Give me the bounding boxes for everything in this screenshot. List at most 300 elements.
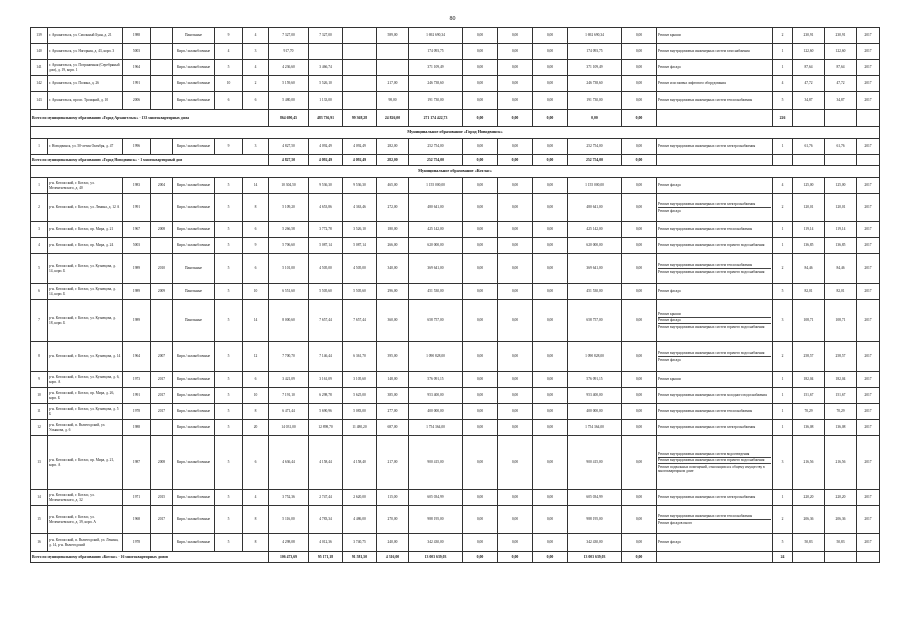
work-type: Ремонт фасадов пного bbox=[658, 520, 693, 525]
table-cell: 1 155 000,00 bbox=[409, 178, 463, 194]
table-cell: 1 bbox=[773, 238, 793, 254]
works-cell bbox=[657, 222, 773, 238]
table-cell: 687,00 bbox=[377, 420, 409, 436]
table-cell bbox=[151, 238, 173, 254]
table-cell: 5 bbox=[773, 284, 793, 300]
total-cell: 4 092,49 bbox=[309, 155, 343, 166]
table-cell: 0,00 bbox=[463, 490, 498, 506]
table-cell: 2017 bbox=[857, 420, 880, 436]
table-cell: 277,00 bbox=[377, 404, 409, 420]
table-cell: 6 bbox=[215, 92, 243, 110]
table-cell: 0,00 bbox=[533, 92, 568, 110]
total-cell: 0,00 bbox=[498, 110, 533, 127]
table-cell: 658 757,00 bbox=[568, 300, 622, 342]
table-cell: 2017 bbox=[857, 436, 880, 490]
table-cell: 0,00 bbox=[463, 92, 498, 110]
table-cell: 8 bbox=[243, 534, 269, 552]
table-cell: 0,00 bbox=[533, 194, 568, 222]
table-cell: 2008 bbox=[151, 436, 173, 490]
table-cell: 10 304,50 bbox=[269, 178, 309, 194]
table-cell: 266,00 bbox=[377, 238, 409, 254]
work-type: Ремонт внутридомовых инженерных систем теплоснабжения bbox=[658, 262, 771, 269]
table-cell: 3 526,10 bbox=[343, 222, 377, 238]
table-cell: 6 bbox=[243, 254, 269, 284]
table-cell: 0,00 bbox=[463, 388, 498, 404]
table-cell: Панельные bbox=[173, 254, 215, 284]
table-cell bbox=[151, 28, 173, 44]
total-cell: 4 316,00 bbox=[377, 552, 409, 563]
works-cell bbox=[657, 420, 773, 436]
table-cell: 174 093,75 bbox=[568, 44, 622, 60]
table-cell: 2017 bbox=[857, 44, 880, 60]
work-type: Ремонт подвальных помещений, относящихся к общему имуществу в многоквартирном доме bbox=[658, 465, 765, 474]
total-cell: 0,00 bbox=[463, 552, 498, 563]
table-cell: 1973 bbox=[123, 372, 151, 388]
table-cell: 7 191,10 bbox=[269, 388, 309, 404]
table-cell: 174 093,75 bbox=[409, 44, 463, 60]
table-cell: 8 bbox=[243, 194, 269, 222]
table-cell: 371 109,49 bbox=[409, 60, 463, 76]
table-cell bbox=[857, 110, 880, 127]
table-cell: 2017 bbox=[857, 388, 880, 404]
table-cell: 0,00 bbox=[622, 92, 657, 110]
table-cell: 451 530,00 bbox=[409, 284, 463, 300]
address-cell: р-н. Котласский, г. Котлас, ул. Кузнецова, д. 14, корп. Б bbox=[48, 254, 123, 284]
table-cell: 5 bbox=[215, 194, 243, 222]
table-cell: 5 101,00 bbox=[269, 254, 309, 284]
table-cell: 5 266,58 bbox=[269, 222, 309, 238]
work-type: Ремонт внутридомовых инженерных систем электроснабжения bbox=[658, 495, 756, 500]
work-type: Ремонт внутридомовых инженерных систем электроснабжения bbox=[658, 144, 756, 149]
table-cell: 988 195,00 bbox=[409, 506, 463, 534]
table-cell: 1 bbox=[773, 139, 793, 155]
table-cell: 0,00 bbox=[533, 436, 568, 490]
table-cell: 1989 bbox=[123, 284, 151, 300]
table-cell: 4 653,86 bbox=[309, 194, 343, 222]
table-cell: 1 bbox=[31, 178, 48, 194]
table-cell: 2007 bbox=[151, 342, 173, 372]
total-cell: 252 754,00 bbox=[409, 155, 463, 166]
table-cell: 1 bbox=[773, 420, 793, 436]
address-cell: г. Архангельск, ул. Смольный Буян, д. 21 bbox=[48, 28, 123, 44]
table-cell: 2 bbox=[773, 506, 793, 534]
table-cell: 230,91 bbox=[825, 28, 857, 44]
table-cell: 4 158,40 bbox=[343, 436, 377, 490]
table-cell: Кирп./ шлакоблочные bbox=[173, 178, 215, 194]
table-cell: 5 bbox=[215, 238, 243, 254]
table-cell: 0,00 bbox=[622, 284, 657, 300]
table-cell: 2 747,44 bbox=[309, 490, 343, 506]
table-cell: 6 bbox=[243, 436, 269, 490]
table-row bbox=[31, 284, 880, 300]
table-cell: 1964 bbox=[123, 342, 151, 372]
table-cell: 4 bbox=[243, 60, 269, 76]
total-cell: 252 754,00 bbox=[568, 155, 622, 166]
table-cell: 6 361,70 bbox=[343, 342, 377, 372]
table-cell: 0,00 bbox=[463, 254, 498, 284]
table-cell: 0,00 bbox=[463, 420, 498, 436]
table-cell: 6 298,78 bbox=[309, 388, 343, 404]
table-cell: 0,00 bbox=[498, 222, 533, 238]
table-cell: 5 526,10 bbox=[309, 76, 343, 92]
table-row bbox=[31, 238, 880, 254]
work-type: Ремонт крыши bbox=[658, 33, 681, 38]
table-cell: 0,00 bbox=[498, 506, 533, 534]
table-cell: 0,00 bbox=[498, 490, 533, 506]
table-cell: 0,00 bbox=[533, 60, 568, 76]
table-cell: 3 466,74 bbox=[309, 60, 343, 76]
table-cell: 5 159,60 bbox=[269, 76, 309, 92]
table-cell bbox=[343, 44, 377, 60]
works-cell bbox=[657, 342, 773, 372]
table-cell: 87,64 bbox=[825, 60, 857, 76]
table-cell: 12 bbox=[243, 342, 269, 372]
table-cell: 246 738,60 bbox=[409, 76, 463, 92]
table-cell: 5 706,60 bbox=[269, 238, 309, 254]
table-cell: 5 087,14 bbox=[309, 238, 343, 254]
table-cell: 1991 bbox=[123, 76, 151, 92]
table-cell: 0,00 bbox=[533, 238, 568, 254]
address-cell: р-н. Котласский, г. Котлас, ул. Мелентьевского, д. 32 bbox=[48, 490, 123, 506]
table-cell: 1 133,00 bbox=[309, 92, 343, 110]
total-cell: 24 bbox=[773, 552, 793, 563]
table-cell: 142 bbox=[31, 76, 48, 92]
table-cell: 342 430,00 bbox=[568, 534, 622, 552]
works-cell bbox=[657, 92, 773, 110]
total-cell: 226 bbox=[773, 110, 793, 127]
table-cell: 369 641,00 bbox=[409, 254, 463, 284]
table-cell: 2017 bbox=[857, 238, 880, 254]
table-cell: Кирп./ шлакоблочные bbox=[173, 139, 215, 155]
works-cell bbox=[657, 284, 773, 300]
work-type: Ремонт фасада bbox=[658, 318, 771, 325]
table-cell: 0,00 bbox=[622, 254, 657, 284]
table-cell: 4 298,08 bbox=[269, 534, 309, 552]
table-cell bbox=[151, 300, 173, 342]
table-cell: 4 636,44 bbox=[269, 436, 309, 490]
table-cell: 70,29 bbox=[793, 404, 825, 420]
table-cell: 139 bbox=[31, 28, 48, 44]
table-cell: 0,00 bbox=[498, 284, 533, 300]
total-cell: 864 690,45 bbox=[269, 110, 309, 127]
table-cell: 220,20 bbox=[825, 490, 857, 506]
table-cell: 0,00 bbox=[498, 534, 533, 552]
table-row bbox=[31, 342, 880, 372]
table-cell: 14 bbox=[31, 490, 48, 506]
total-cell: 0,00 bbox=[463, 110, 498, 127]
table-cell: 136,85 bbox=[793, 238, 825, 254]
total-cell: 282,00 bbox=[377, 155, 409, 166]
address-cell: р-н. Котласский, г. Котлас, ул. Ленина, д. 12 А bbox=[48, 194, 123, 222]
work-type: Ремонт внутридомовых инженерных систем электроснабжения bbox=[658, 425, 756, 430]
table-cell: 5 bbox=[215, 60, 243, 76]
table-cell: 5 505,60 bbox=[309, 284, 343, 300]
table-cell: 1978 bbox=[123, 404, 151, 420]
table-cell: 230,91 bbox=[793, 28, 825, 44]
work-type: Ремонт внутридомовых инженерных систем теплоснабжения bbox=[658, 513, 771, 520]
table-cell: 5 109,20 bbox=[269, 194, 309, 222]
table-cell: 0,00 bbox=[622, 60, 657, 76]
works-cell bbox=[657, 300, 773, 342]
table-cell: 7 657,44 bbox=[309, 300, 343, 342]
table-cell: 0,00 bbox=[498, 60, 533, 76]
table-cell: 8 bbox=[243, 404, 269, 420]
table-cell: 1991 bbox=[123, 388, 151, 404]
table-cell: 0,00 bbox=[463, 76, 498, 92]
work-type: Ремонт внутридомовых инженерных систем теплоснабжения bbox=[658, 98, 753, 103]
table-cell: 182,04 bbox=[825, 372, 857, 388]
table-cell: 5 bbox=[215, 300, 243, 342]
table-cell: 2017 bbox=[857, 534, 880, 552]
table-cell: 2010 bbox=[151, 254, 173, 284]
work-type: Ремонт внутридомовых инженерных систем водоотведения bbox=[658, 451, 771, 458]
table-cell: 900 415,00 bbox=[409, 436, 463, 490]
table-cell: 5 bbox=[215, 506, 243, 534]
table-cell: 216,56 bbox=[825, 436, 857, 490]
table-cell: 1988 bbox=[123, 420, 151, 436]
work-type: Ремонт внутридомовых инженерных систем горячего водоснабжения bbox=[658, 458, 771, 465]
table-cell: 340,00 bbox=[377, 254, 409, 284]
table-cell: Панельные bbox=[173, 284, 215, 300]
table-cell: Кирп./ шлакоблочные bbox=[173, 420, 215, 436]
table-cell: 0,00 bbox=[533, 300, 568, 342]
table-cell: Кирп./ шлакоблочные bbox=[173, 436, 215, 490]
table-cell: 10 bbox=[215, 76, 243, 92]
table-cell: 0,00 bbox=[498, 178, 533, 194]
table-cell: 0,00 bbox=[498, 372, 533, 388]
table-cell: 0,00 bbox=[533, 28, 568, 44]
table-cell: 9 bbox=[243, 238, 269, 254]
total-cell: 0,00 bbox=[622, 110, 657, 127]
table-cell: 0,00 bbox=[463, 44, 498, 60]
table-cell: Кирп./ шлакоблочные bbox=[173, 534, 215, 552]
table-cell: 191 730,00 bbox=[409, 92, 463, 110]
table-cell: 5 bbox=[215, 342, 243, 372]
total-cell: 13 003 639,03 bbox=[568, 552, 622, 563]
table-cell: 0,00 bbox=[533, 506, 568, 534]
table-cell: 1 bbox=[773, 388, 793, 404]
table-cell: 620 000,00 bbox=[409, 238, 463, 254]
table-cell: 20 bbox=[243, 420, 269, 436]
works-cell bbox=[657, 139, 773, 155]
table-cell: 2017 bbox=[857, 28, 880, 44]
table-cell: 252 754,00 bbox=[568, 139, 622, 155]
table-cell: 8 bbox=[243, 506, 269, 534]
table-cell: 5 bbox=[31, 254, 48, 284]
table-cell: 1 090 828,00 bbox=[568, 342, 622, 372]
table-cell: 0,00 bbox=[622, 300, 657, 342]
table-cell: Кирп./ шлакоблочные bbox=[173, 238, 215, 254]
table-cell: 2 bbox=[773, 254, 793, 284]
table-cell: 0,00 bbox=[463, 300, 498, 342]
total-cell: 483 736,91 bbox=[309, 110, 343, 127]
table-cell: 0,00 bbox=[463, 506, 498, 534]
total-label: Всего по муниципальному образованию «Котлас» - 16 многоквартирных домов bbox=[31, 552, 269, 563]
table-cell: 2017 bbox=[151, 372, 173, 388]
table-cell: 5 bbox=[215, 284, 243, 300]
table-cell bbox=[377, 60, 409, 76]
total-cell: 0,00 bbox=[533, 110, 568, 127]
table-cell: 2008 bbox=[151, 222, 173, 238]
table-cell: 1 bbox=[773, 372, 793, 388]
table-cell: 10 bbox=[243, 284, 269, 300]
table-cell: 258,57 bbox=[825, 342, 857, 372]
table-cell: 2017 bbox=[857, 92, 880, 110]
table-cell: 1 bbox=[773, 490, 793, 506]
works-cell bbox=[657, 28, 773, 44]
table-cell: 5 bbox=[215, 388, 243, 404]
table-row bbox=[31, 178, 880, 194]
table-cell: Кирп./ шлакоблочные bbox=[173, 388, 215, 404]
table-cell: 0,00 bbox=[463, 284, 498, 300]
table-cell: 2006 bbox=[123, 92, 151, 110]
table-cell: 6 bbox=[31, 284, 48, 300]
table-cell: 47,72 bbox=[825, 76, 857, 92]
table-cell: 2017 bbox=[857, 342, 880, 372]
table-cell: 0,00 bbox=[622, 372, 657, 388]
total-cell: 0,00 bbox=[622, 155, 657, 166]
repair-program-table bbox=[30, 27, 880, 563]
table-cell: 122,60 bbox=[825, 44, 857, 60]
table-cell: 1 692 690,34 bbox=[568, 28, 622, 44]
total-row bbox=[31, 552, 880, 563]
table-cell: 0,00 bbox=[622, 76, 657, 92]
table-cell: 0,00 bbox=[622, 420, 657, 436]
table-cell: 0,00 bbox=[533, 388, 568, 404]
table-cell: 2017 bbox=[151, 404, 173, 420]
table-cell: 140 bbox=[31, 44, 48, 60]
table-cell: 5 690,96 bbox=[309, 404, 343, 420]
address-cell: р-н. Котласский, г. Котлас, ул. Кузнецова, д. 6, корп. А bbox=[48, 372, 123, 388]
table-cell: 1967 bbox=[123, 222, 151, 238]
table-cell: 605 034,99 bbox=[409, 490, 463, 506]
table-cell bbox=[151, 420, 173, 436]
table-cell: 2017 bbox=[857, 60, 880, 76]
table-cell: 136,08 bbox=[793, 420, 825, 436]
table-row bbox=[31, 420, 880, 436]
table-cell: 2 bbox=[243, 76, 269, 92]
table-cell: 6 471,44 bbox=[269, 404, 309, 420]
table-cell: 0,00 bbox=[498, 92, 533, 110]
table-cell: 1 bbox=[773, 60, 793, 76]
table-cell: 5 480,00 bbox=[269, 92, 309, 110]
table-cell: 480 641,00 bbox=[409, 194, 463, 222]
table-cell bbox=[793, 155, 825, 166]
table-cell: 953 400,00 bbox=[409, 388, 463, 404]
table-cell: 385,00 bbox=[377, 388, 409, 404]
work-type: Ремонт внутридомовых инженерных систем горячего водоснабжения bbox=[658, 350, 771, 357]
table-cell: 1983 bbox=[123, 178, 151, 194]
table-cell: 480 641,00 bbox=[568, 194, 622, 222]
table-cell: 7 bbox=[31, 300, 48, 342]
address-cell: р-н. Котласский, п. Вычегодский, ул. Ленина, д. 14, р-н. Вычегодский bbox=[48, 534, 123, 552]
table-cell: 0,00 bbox=[463, 342, 498, 372]
table-cell bbox=[151, 76, 173, 92]
table-cell: 84,46 bbox=[793, 254, 825, 284]
table-cell: 0,00 bbox=[498, 238, 533, 254]
table-cell: Кирп./ шлакоблочные bbox=[173, 60, 215, 76]
table-cell: 988 195,00 bbox=[568, 506, 622, 534]
table-cell: 1996 bbox=[123, 139, 151, 155]
table-cell: 620 000,00 bbox=[568, 238, 622, 254]
table-cell: 1 bbox=[773, 404, 793, 420]
table-cell: 1989 bbox=[123, 300, 151, 342]
table-cell: 1991 bbox=[123, 194, 151, 222]
table-cell: 2017 bbox=[857, 194, 880, 222]
table-cell: 1978 bbox=[123, 534, 151, 552]
table-cell: 0,00 bbox=[498, 436, 533, 490]
section-title: Муниципальное образование «Котлас» bbox=[31, 166, 880, 178]
table-cell: 6 bbox=[243, 372, 269, 388]
address-cell: г. Новодвинск, ул. 50-летия Октября, д. 47 bbox=[48, 139, 123, 155]
table-cell: 425 142,00 bbox=[568, 222, 622, 238]
table-cell: 14 bbox=[243, 300, 269, 342]
table-cell: 4 158,44 bbox=[309, 436, 343, 490]
work-type: Ремонт фасада bbox=[658, 357, 681, 362]
table-cell: 3 bbox=[773, 436, 793, 490]
table-cell bbox=[343, 28, 377, 44]
table-cell: 7 146,44 bbox=[309, 342, 343, 372]
table-cell bbox=[793, 552, 825, 563]
table-cell: 5 bbox=[215, 490, 243, 506]
table-cell: 0,00 bbox=[622, 194, 657, 222]
works-cell bbox=[657, 534, 773, 552]
table-row bbox=[31, 534, 880, 552]
table-cell: 0,00 bbox=[622, 238, 657, 254]
table-cell: 125,00 bbox=[825, 178, 857, 194]
table-cell bbox=[343, 60, 377, 76]
table-cell: 143 bbox=[31, 92, 48, 110]
total-cell: 95 171,18 bbox=[309, 552, 343, 563]
table-cell: 0,00 bbox=[498, 388, 533, 404]
work-type: Ремонт фасада bbox=[658, 183, 681, 188]
table-cell: 1 692 690,34 bbox=[409, 28, 463, 44]
table-cell: 4 bbox=[215, 44, 243, 60]
table-cell: 2017 bbox=[857, 254, 880, 284]
total-cell: 0,00 bbox=[498, 552, 533, 563]
total-cell: 99 368,28 bbox=[343, 110, 377, 127]
address-cell: р-н. Котласский, г. Котлас, пр. Мира, д. 21, корп. А bbox=[48, 436, 123, 490]
table-cell: 0,00 bbox=[533, 254, 568, 284]
total-cell: 4 092,49 bbox=[343, 155, 377, 166]
address-cell: р-н. Котласский, п. Вычегодский, ул. Ульянова, д. 6 bbox=[48, 420, 123, 436]
table-cell: 5 625,00 bbox=[343, 388, 377, 404]
table-cell: 3 421,09 bbox=[269, 372, 309, 388]
table-cell: 61,76 bbox=[825, 139, 857, 155]
table-cell: 371 109,49 bbox=[568, 60, 622, 76]
total-cell: 106 473,69 bbox=[269, 552, 309, 563]
table-cell: 4 092,49 bbox=[309, 139, 343, 155]
table-cell: 108,71 bbox=[793, 300, 825, 342]
table-cell: 6 bbox=[243, 222, 269, 238]
table-cell: 3 bbox=[31, 222, 48, 238]
section-title: Муниципальное образование «Город Новодвинск» bbox=[31, 127, 880, 139]
table-cell: 4 236,60 bbox=[269, 60, 309, 76]
works-cell bbox=[657, 506, 773, 534]
works-cell bbox=[657, 388, 773, 404]
work-type: Ремонт крыши bbox=[658, 311, 771, 318]
table-cell: 1 bbox=[773, 44, 793, 60]
table-cell: 0,00 bbox=[622, 490, 657, 506]
table-cell: 0,00 bbox=[463, 238, 498, 254]
table-cell: 115,00 bbox=[377, 490, 409, 506]
table-cell bbox=[151, 60, 173, 76]
work-type: Ремонт внутридомовых инженерных систем холодного водоснабжения bbox=[658, 393, 767, 398]
table-cell: 191 730,00 bbox=[568, 92, 622, 110]
table-row bbox=[31, 372, 880, 388]
table-cell: 5 bbox=[215, 436, 243, 490]
table-cell: 400 000,00 bbox=[568, 404, 622, 420]
